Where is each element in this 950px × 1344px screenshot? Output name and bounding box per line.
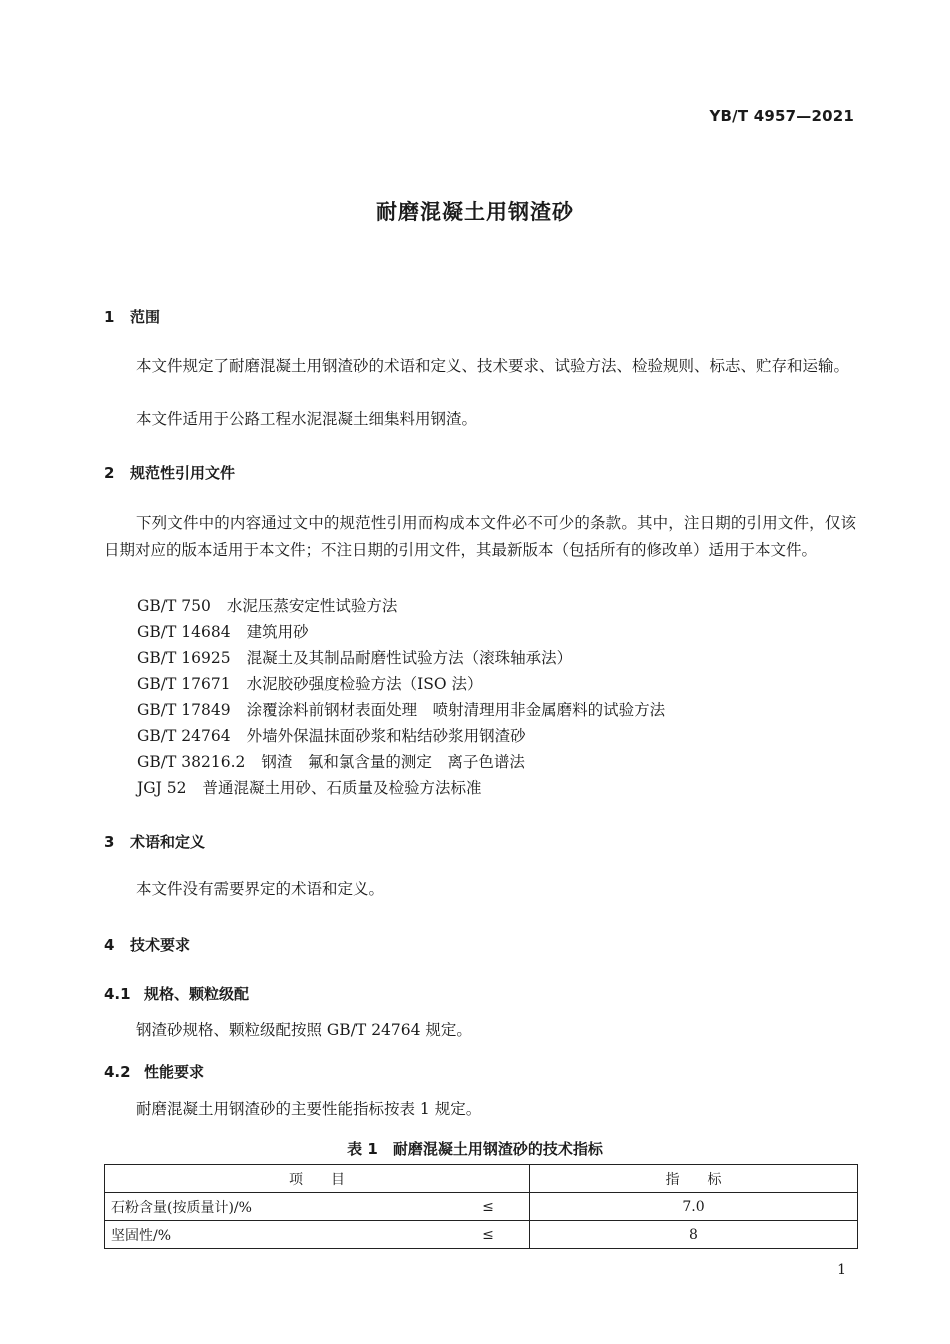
reference-item xyxy=(137,672,482,694)
section-number: 4.2 xyxy=(104,1063,131,1081)
section-4-heading xyxy=(104,934,190,955)
reference-name: 建筑用砂 xyxy=(246,623,309,641)
section-title: 术语和定义 xyxy=(130,833,206,851)
technical-indicators-table xyxy=(104,1164,858,1249)
section-number: 3 xyxy=(104,833,115,851)
paragraph: 钢渣砂规格、颗粒级配按照 GB/T 24764 规定。 xyxy=(136,1021,472,1039)
section-title: 技术要求 xyxy=(130,936,191,954)
header-item: 项 目 xyxy=(105,1165,530,1193)
reference-name: 涂覆涂料前钢材表面处理 喷射清理用非金属磨料的试验方法 xyxy=(246,701,666,719)
reference-code: GB/T 17849 xyxy=(137,701,231,719)
reference-item xyxy=(137,750,525,772)
standard-code: YB/T 4957—2021 xyxy=(709,107,854,125)
reference-item xyxy=(137,698,665,720)
reference-item xyxy=(137,724,526,746)
reference-code: GB/T 750 xyxy=(137,597,211,615)
reference-name: 水泥压蒸安定性试验方法 xyxy=(226,597,398,615)
paragraph: 下列文件中的内容通过文中的规范性引用而构成本文件必不可少的条款。其中，注日期的引用文件，仅该日期对应的版本适用于本文件；不注日期的引用文件，其最新版本（包括所有的修改单）适用于本文件。 xyxy=(104,514,856,559)
page-number: 1 xyxy=(837,1262,846,1278)
section-number: 4.1 xyxy=(104,985,131,1003)
row-item: 石粉含量(按质量计)/% xyxy=(105,1193,448,1221)
reference-code: GB/T 17671 xyxy=(137,675,231,693)
section-number: 1 xyxy=(104,308,115,326)
reference-code: GB/T 16925 xyxy=(137,649,231,667)
section-3-heading xyxy=(104,831,205,852)
reference-item xyxy=(137,776,481,798)
reference-item xyxy=(137,646,572,668)
section-title: 规范性引用文件 xyxy=(130,464,236,482)
paragraph: 本文件适用于公路工程水泥混凝土细集料用钢渣。 xyxy=(136,410,478,428)
table-row xyxy=(105,1221,858,1249)
reference-code: JGJ 52 xyxy=(137,779,187,797)
subsection-4-1-heading xyxy=(104,983,249,1004)
section-2-heading xyxy=(104,462,235,483)
row-value: 7.0 xyxy=(530,1193,858,1221)
reference-code: GB/T 24764 xyxy=(137,727,231,745)
section-number: 2 xyxy=(104,464,115,482)
section-number: 4 xyxy=(104,936,115,954)
row-operator: ≤ xyxy=(447,1221,530,1249)
reference-name: 水泥胶砂强度检验方法（ISO 法） xyxy=(246,675,483,693)
reference-name: 普通混凝土用砂、石质量及检验方法标准 xyxy=(202,779,482,797)
row-operator: ≤ xyxy=(447,1193,530,1221)
reference-item xyxy=(137,594,397,616)
paragraph: 耐磨混凝土用钢渣砂的主要性能指标按表 1 规定。 xyxy=(136,1100,482,1118)
reference-code: GB/T 38216.2 xyxy=(137,753,246,771)
document-title: 耐磨混凝土用钢渣砂 xyxy=(376,200,574,224)
subsection-4-2-heading xyxy=(104,1061,204,1082)
reference-name: 混凝土及其制品耐磨性试验方法（滚珠轴承法） xyxy=(246,649,573,667)
table-header-row xyxy=(105,1165,858,1193)
reference-name: 钢渣 氟和氯含量的测定 离子色谱法 xyxy=(261,753,525,771)
table-row xyxy=(105,1193,858,1221)
row-value: 8 xyxy=(530,1221,858,1249)
section-title: 规格、颗粒级配 xyxy=(144,985,250,1003)
reference-item xyxy=(137,620,309,642)
paragraph: 本文件没有需要界定的术语和定义。 xyxy=(136,880,385,898)
section-title: 范围 xyxy=(130,308,161,326)
table-caption: 表 1 耐磨混凝土用钢渣砂的技术指标 xyxy=(347,1140,603,1158)
paragraph: 本文件规定了耐磨混凝土用钢渣砂的术语和定义、技术要求、试验方法、检验规则、标志、贮存和运输。 xyxy=(136,357,850,375)
section-1-heading xyxy=(104,306,160,327)
header-value: 指 标 xyxy=(530,1165,858,1193)
reference-name: 外墙外保温抹面砂浆和粘结砂浆用钢渣砂 xyxy=(246,727,526,745)
reference-code: GB/T 14684 xyxy=(137,623,231,641)
row-item: 坚固性/% xyxy=(105,1221,448,1249)
section-title: 性能要求 xyxy=(144,1063,205,1081)
